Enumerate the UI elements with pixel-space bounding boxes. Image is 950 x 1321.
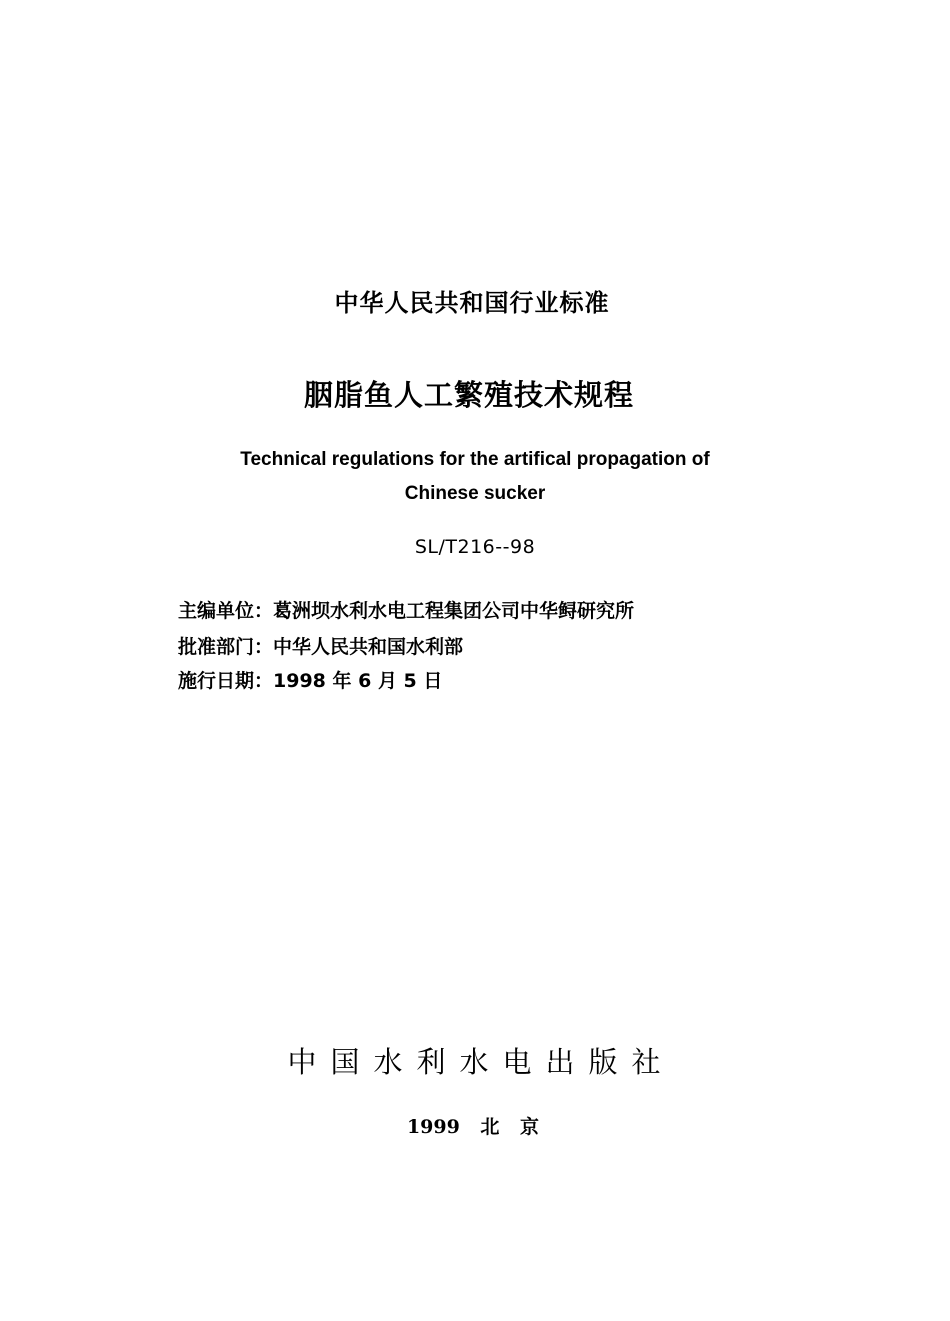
chinese-title: 胭脂鱼人工繁殖技术规程: [303, 378, 634, 412]
publication-year-place: 1999 北 京: [406, 1116, 540, 1138]
english-title-line-1: Technical regulations for the artifical propagation of: [240, 449, 710, 470]
editor-unit: 主编单位：葛洲坝水利水电工程集团公司中华鲟研究所: [178, 600, 635, 622]
approval-department: 批准部门：中华人民共和国水利部: [178, 636, 464, 658]
english-title-line-2: Chinese sucker: [404, 483, 546, 504]
publisher-name: 中国水利水电出版社: [287, 1045, 675, 1079]
effective-date: 施行日期：1998 年 6 月 5 日: [178, 670, 443, 692]
standard-code: SL/T216--98: [414, 536, 536, 558]
english-title: [0, 443, 950, 511]
standard-type-heading: 中华人民共和国行业标准: [334, 289, 610, 317]
